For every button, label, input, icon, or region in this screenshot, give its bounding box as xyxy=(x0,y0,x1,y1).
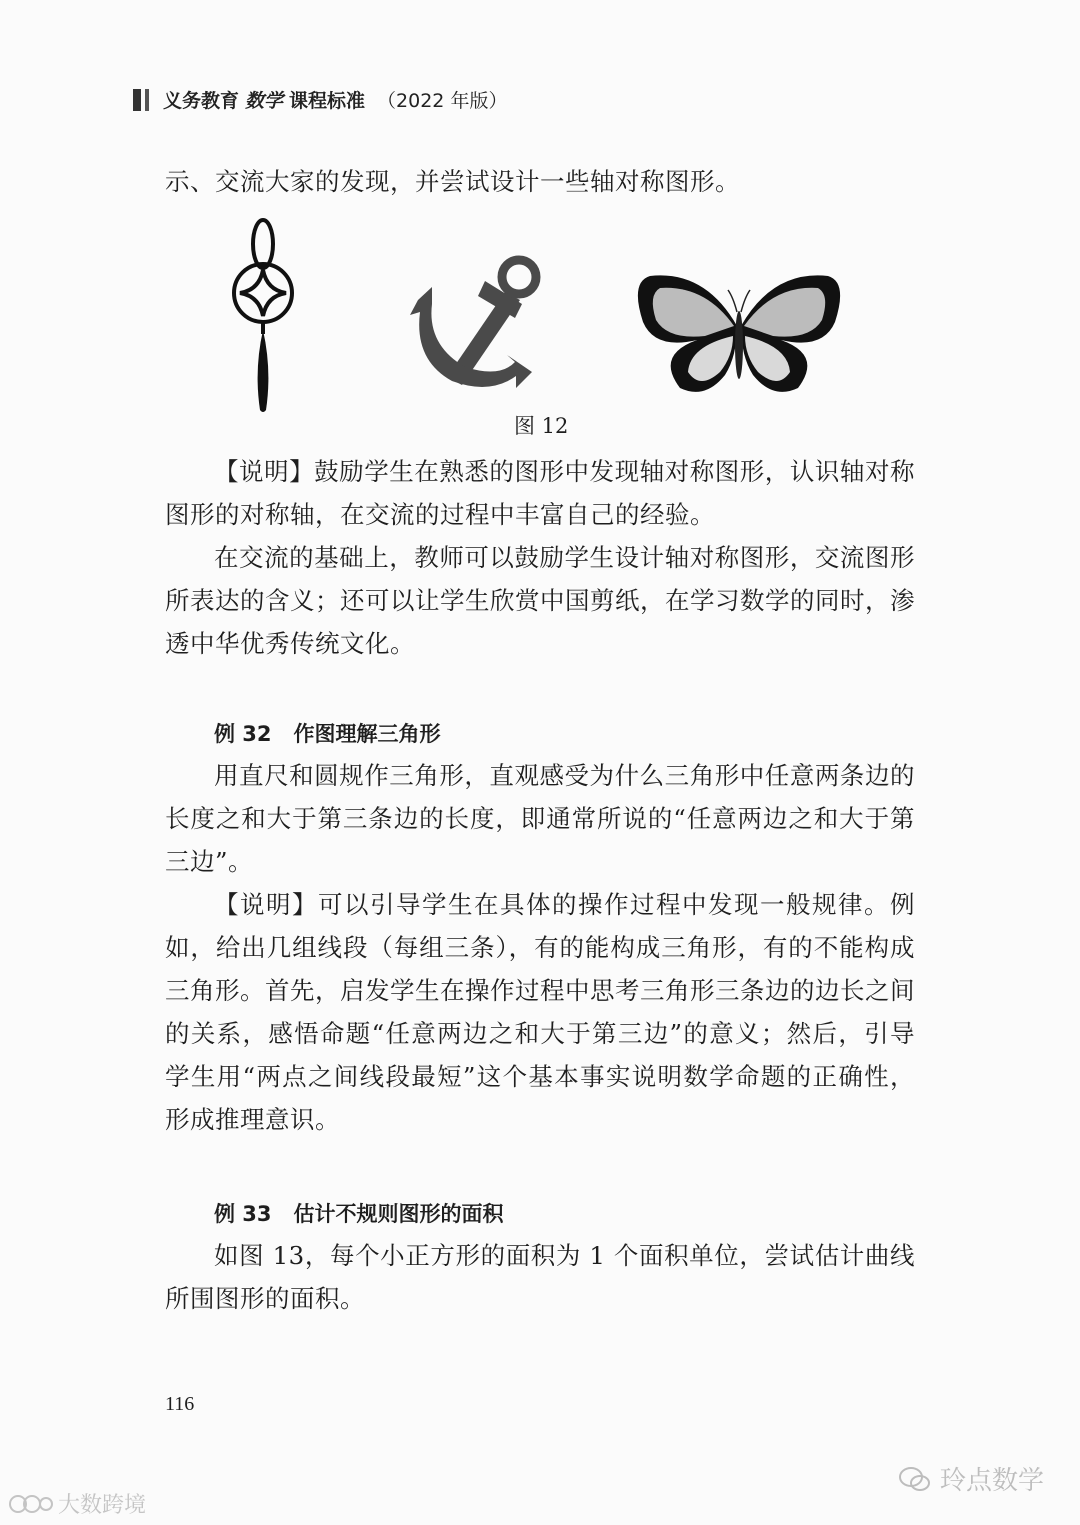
paragraph-example-33: 如图 13，每个小正方形的面积为 1 个面积单位，尝试估计曲线所围图形的面积。 xyxy=(165,1241,915,1313)
page-number: 116 xyxy=(165,1393,195,1415)
watermark-left xyxy=(8,1488,146,1519)
butterfly-icon xyxy=(638,275,840,391)
example-33-label: 例 33 xyxy=(214,1202,272,1226)
figure-12 xyxy=(0,0,1080,440)
header-title-part3: 课程标准 xyxy=(289,90,366,112)
example-33-title: 估计不规则图形的面积 xyxy=(293,1202,504,1226)
example-32-label: 例 32 xyxy=(214,722,272,746)
paragraph-example-32: 用直尺和圆规作三角形，直观感受为什么三角形中任意两条边的长度之和大于第三条边的长度，即通常所说的“任意两边之和大于第三边”。 xyxy=(165,761,915,876)
watermark-right-text: 玲点数学 xyxy=(940,1466,1045,1496)
header-edition: （2022 年版） xyxy=(377,90,508,112)
wechat-icon xyxy=(898,1465,932,1493)
example-33-heading xyxy=(214,1198,504,1228)
example-32-title: 作图理解三角形 xyxy=(293,722,441,746)
chinese-knot-tassel-icon xyxy=(258,330,269,412)
figure-caption: 图 12 xyxy=(514,414,569,438)
header-title-part2: 数学 xyxy=(245,90,284,112)
paragraph-intro: 示、交流大家的发现，并尝试设计一些轴对称图形。 xyxy=(165,167,740,196)
watermark-right xyxy=(898,1460,1044,1497)
header-title-part1: 义务教育 xyxy=(163,90,240,112)
brand-logo-icon xyxy=(8,1493,54,1515)
watermark-left-text: 大数跨境 xyxy=(58,1493,147,1518)
anchor-icon xyxy=(410,260,536,388)
chinese-knot-icon xyxy=(234,220,292,334)
paragraph-note-2: 在交流的基础上，教师可以鼓励学生设计轴对称图形，交流图形所表达的含义；还可以让学生欣赏中国剪纸，在学习数学的同时，渗透中华优秀传统文化。 xyxy=(165,543,915,658)
example-32-heading xyxy=(214,718,441,748)
paragraph-example-32-note: 【说明】可以引导学生在具体的操作过程中发现一般规律。例如，给出几组线段（每组三条），有的能构成三角形，有的不能构成三角形。首先，启发学生在操作过程中思考三角形三条边的边长之间的关系，感悟命题“任意两边之和大于第三边”的意义；然后，引导学生用“两点之间线段最短”这个基本事实说明数学命题的正确性，形成推理意识。 xyxy=(165,890,915,1134)
paragraph-note-1: 【说明】鼓励学生在熟悉的图形中发现轴对称图形，认识轴对称图形的对称轴，在交流的过程中丰富自己的经验。 xyxy=(165,457,915,529)
